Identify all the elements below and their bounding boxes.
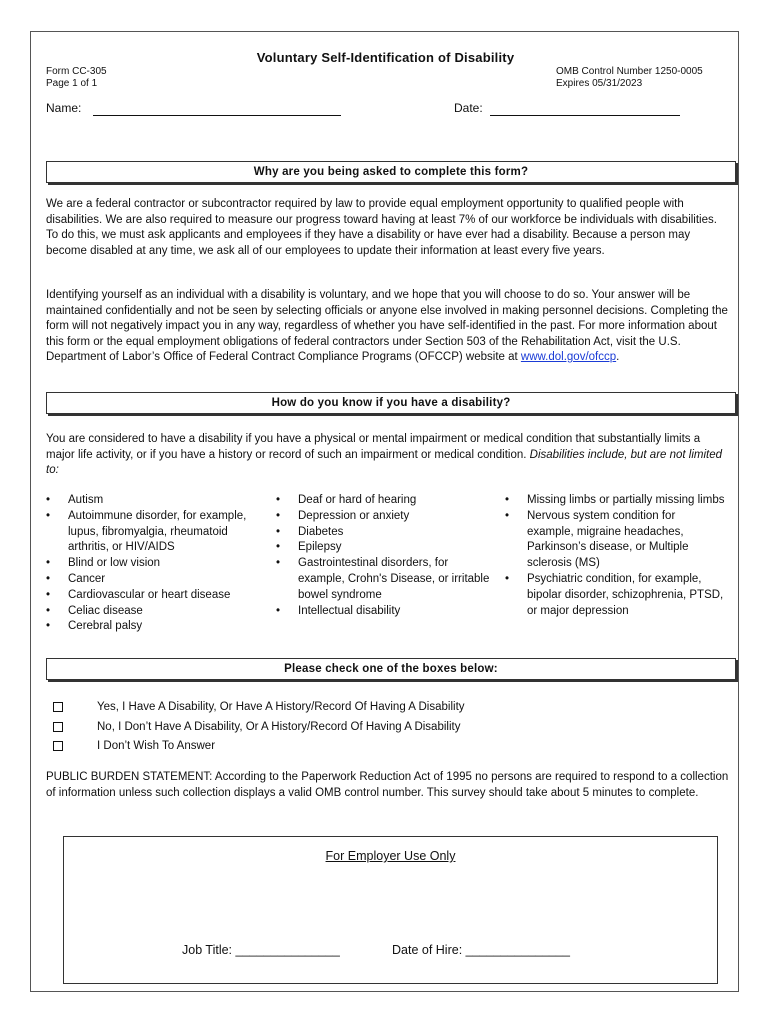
paragraph-voluntary-end: .	[616, 351, 620, 363]
disability-list-item: • Deaf or hard of hearing	[276, 493, 491, 509]
disability-list-item: • Autism	[46, 493, 271, 509]
disability-list-item: • Cerebral palsy	[46, 619, 271, 635]
option-decline-label: I Don’t Wish To Answer	[97, 740, 216, 752]
paragraph-reason: We are a federal contractor or subcontractor required by law to provide equal employment opportunity to qualified people with disabilities. We are also required to measure our progress toward having at least 7% of our workforce be individuals with disabilities. To do this, we must ask applicants and employees if they have a disability or have ever had a disability. Because a person may become disabled at any time, we ask all of our employees to update their information at least every five years.	[46, 198, 717, 257]
option-yes-label: Yes, I Have A Disability, Or Have A History/Record Of Having A Disability	[97, 701, 465, 713]
date-of-hire-field[interactable]: Date of Hire: _______________	[392, 943, 570, 957]
omb-block	[556, 66, 703, 90]
disability-list-item: • Psychiatric condition, for example, bipolar disorder, schizophrenia, PTSD, or major depression	[505, 572, 725, 619]
form-page	[30, 31, 739, 992]
page-number: Page 1 of 1	[46, 78, 98, 89]
checkbox-yes[interactable]	[53, 702, 63, 712]
disability-list-item: • Missing limbs or partially missing limbs	[505, 493, 725, 509]
section-heading-how: How do you know if you have a disability?	[46, 392, 736, 414]
definition-text: You are considered to have a disability if you have a physical or mental impairment or medical condition that substantially limits a major life activity, or if you have a history or record of such an impairment or medical condition.	[46, 433, 701, 461]
job-title-field[interactable]: Job Title: _______________	[182, 943, 340, 957]
date-label: Date:	[454, 101, 483, 115]
name-field[interactable]	[93, 101, 341, 116]
form-title: Voluntary Self-Identification of Disability	[256, 50, 515, 65]
disability-list-item: • Autoimmune disorder, for example, lupus, fibromyalgia, rheumatoid arthritis, or HIV/AIDS	[46, 509, 271, 556]
disability-list-item: • Cancer	[46, 572, 271, 588]
form-number: Form CC-305	[46, 66, 107, 77]
employer-use-box	[63, 836, 718, 984]
disability-list-col1	[46, 493, 271, 635]
name-label: Name:	[46, 101, 82, 115]
option-no-label: No, I Don’t Have A Disability, Or A History/Record Of Having A Disability	[97, 721, 461, 733]
disability-list-item: • Cardiovascular or heart disease	[46, 588, 271, 604]
omb-expiry: Expires 05/31/2023	[556, 78, 643, 89]
disability-list-item: • Celiac disease	[46, 604, 271, 620]
paragraph-voluntary-text: Identifying yourself as an individual with a disability is voluntary, and we hope that you will choose to do so. Your answer will be maintained confidentially and not be seen by selecting officials or anyone else involved in making personnel decisions. Completing the form will not negatively impact you in any way, regardless of whether you have self-identified in the past. For more information about this form or the equal employment obligations of federal contractors under Section 503 of the Rehabilitation Act, visit the U.S. Department of Labor’s Office of Federal Contract Compliance Programs (OFCCP) website at	[46, 289, 728, 363]
omb-number: OMB Control Number 1250-0005	[556, 66, 703, 77]
disability-list-item: • Nervous system condition for example, migraine headaches, Parkinson’s disease, or Multiple sclerosis (MS)	[505, 509, 725, 572]
section-heading-why: Why are you being asked to complete this form?	[46, 161, 736, 183]
paragraph-definition	[46, 432, 731, 479]
form-id-block	[46, 66, 107, 90]
disability-list-item: • Depression or anxiety	[276, 509, 491, 525]
disability-list-col2	[276, 493, 491, 619]
disability-list-item: • Blind or low vision	[46, 556, 271, 572]
disability-list-item: • Epilepsy	[276, 540, 491, 556]
definition-italic: Disabilities include, but are not limited to:	[46, 448, 723, 476]
checkbox-decline[interactable]	[53, 741, 63, 751]
disability-list-item: • Intellectual disability	[276, 604, 491, 620]
paragraph-voluntary	[46, 288, 731, 366]
ofccp-link[interactable]: www.dol.gov/ofccp	[520, 351, 617, 363]
section-heading-check: Please check one of the boxes below:	[46, 658, 736, 680]
public-burden-statement: PUBLIC BURDEN STATEMENT: According to the Paperwork Reduction Act of 1995 no persons are required to respond to a collection of information unless such collection displays a valid OMB control number. This survey should take about 5 minutes to complete.	[46, 771, 729, 799]
checkbox-no[interactable]	[53, 722, 63, 732]
disability-list-item: • Diabetes	[276, 525, 491, 541]
date-field[interactable]	[490, 101, 680, 116]
employer-use-title: For Employer Use Only	[325, 849, 456, 863]
disability-list-col3	[505, 493, 725, 619]
disability-list-item: • Gastrointestinal disorders, for example, Crohn's Disease, or irritable bowel syndrome	[276, 556, 491, 603]
